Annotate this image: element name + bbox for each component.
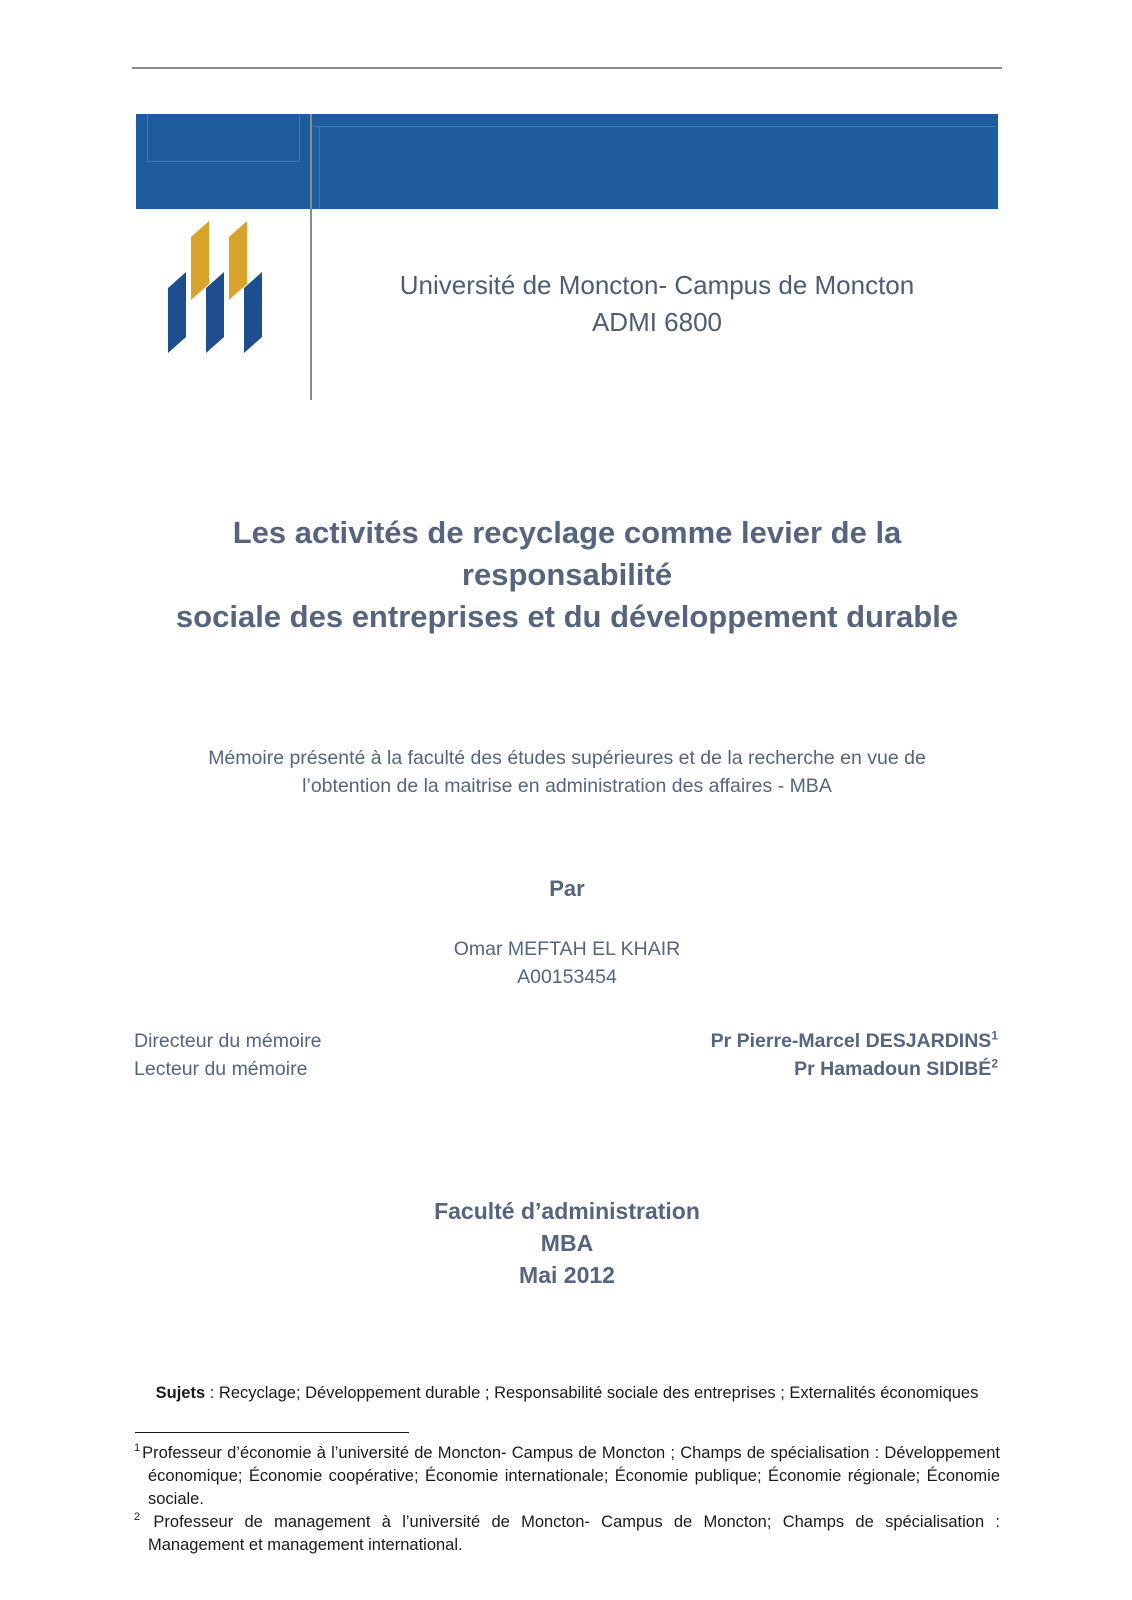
header-band-line bbox=[313, 126, 998, 127]
university-logo bbox=[151, 209, 297, 374]
author-block bbox=[132, 935, 1002, 991]
director-name-line bbox=[711, 1027, 998, 1055]
reader-name: Pr Hamadoun SIDIBÉ bbox=[794, 1058, 992, 1080]
footnote-2 bbox=[134, 1511, 1000, 1557]
reader-footnote-ref: 2 bbox=[991, 1056, 998, 1071]
memoire-statement bbox=[132, 744, 1002, 800]
reader-name-line bbox=[711, 1055, 998, 1083]
footnotes bbox=[134, 1442, 1000, 1557]
subjects-line bbox=[132, 1384, 1002, 1403]
university-name: Université de Moncton- Campus de Moncton bbox=[399, 270, 915, 300]
footnote-separator bbox=[135, 1432, 409, 1433]
header-band-frame bbox=[147, 114, 300, 162]
footnote-2-text: Professeur de management à l’université de Moncton- Campus de Moncton; Champs de spécialisation : Management et management international. bbox=[142, 1513, 1000, 1554]
footnote-1 bbox=[134, 1442, 1000, 1511]
thesis-title bbox=[132, 512, 1002, 638]
by-label: Par bbox=[549, 876, 585, 901]
director-name: Pr Pierre-Marcel DESJARDINS bbox=[710, 1030, 992, 1052]
header-text bbox=[312, 267, 1002, 341]
program-name: MBA bbox=[540, 1230, 594, 1256]
faculty-name: Faculté d’administration bbox=[434, 1198, 700, 1224]
subjects-text: : Recyclage; Développement durable ; Responsabilité sociale des entreprises ; Externalités économiques bbox=[205, 1384, 979, 1402]
footnote-1-mark: 1 bbox=[134, 1442, 141, 1454]
top-rule bbox=[132, 67, 1002, 69]
thesis-title-line-1: Les activités de recyclage comme levier de la responsabilité bbox=[232, 515, 902, 592]
director-footnote-ref: 1 bbox=[991, 1028, 998, 1043]
reader-label: Lecteur du mémoire bbox=[134, 1058, 308, 1080]
director-label: Directeur du mémoire bbox=[134, 1030, 322, 1052]
course-code: ADMI 6800 bbox=[591, 307, 723, 337]
footnote-1-text: Professeur d’économie à l’université de Moncton- Campus de Moncton ; Champs de spécialisation : Développement économique; Économie coopérative; Économie internationale; Économie publique; Économie régionale; Économie sociale. bbox=[142, 1444, 1000, 1508]
faculty-block bbox=[132, 1195, 1002, 1291]
subjects-label: Sujets bbox=[155, 1384, 206, 1402]
author-id: A00153454 bbox=[517, 966, 617, 988]
thesis-title-line-2: sociale des entreprises et du développement durable bbox=[175, 599, 959, 634]
author-name: Omar MEFTAH EL KHAIR bbox=[453, 938, 681, 960]
university-logo-icon bbox=[151, 209, 297, 374]
submission-date: Mai 2012 bbox=[519, 1262, 615, 1288]
supervision-names bbox=[711, 1027, 998, 1083]
header-vertical-rule bbox=[310, 114, 312, 400]
footnote-2-mark: 2 bbox=[134, 1511, 141, 1523]
memoire-line-2: l’obtention de la maitrise en administration des affaires - MBA bbox=[302, 775, 832, 797]
memoire-line-1: Mémoire présenté à la faculté des études supérieures et de la recherche en vue de bbox=[208, 747, 926, 769]
header-band-divider bbox=[319, 126, 320, 209]
supervision-roles bbox=[134, 1027, 321, 1083]
